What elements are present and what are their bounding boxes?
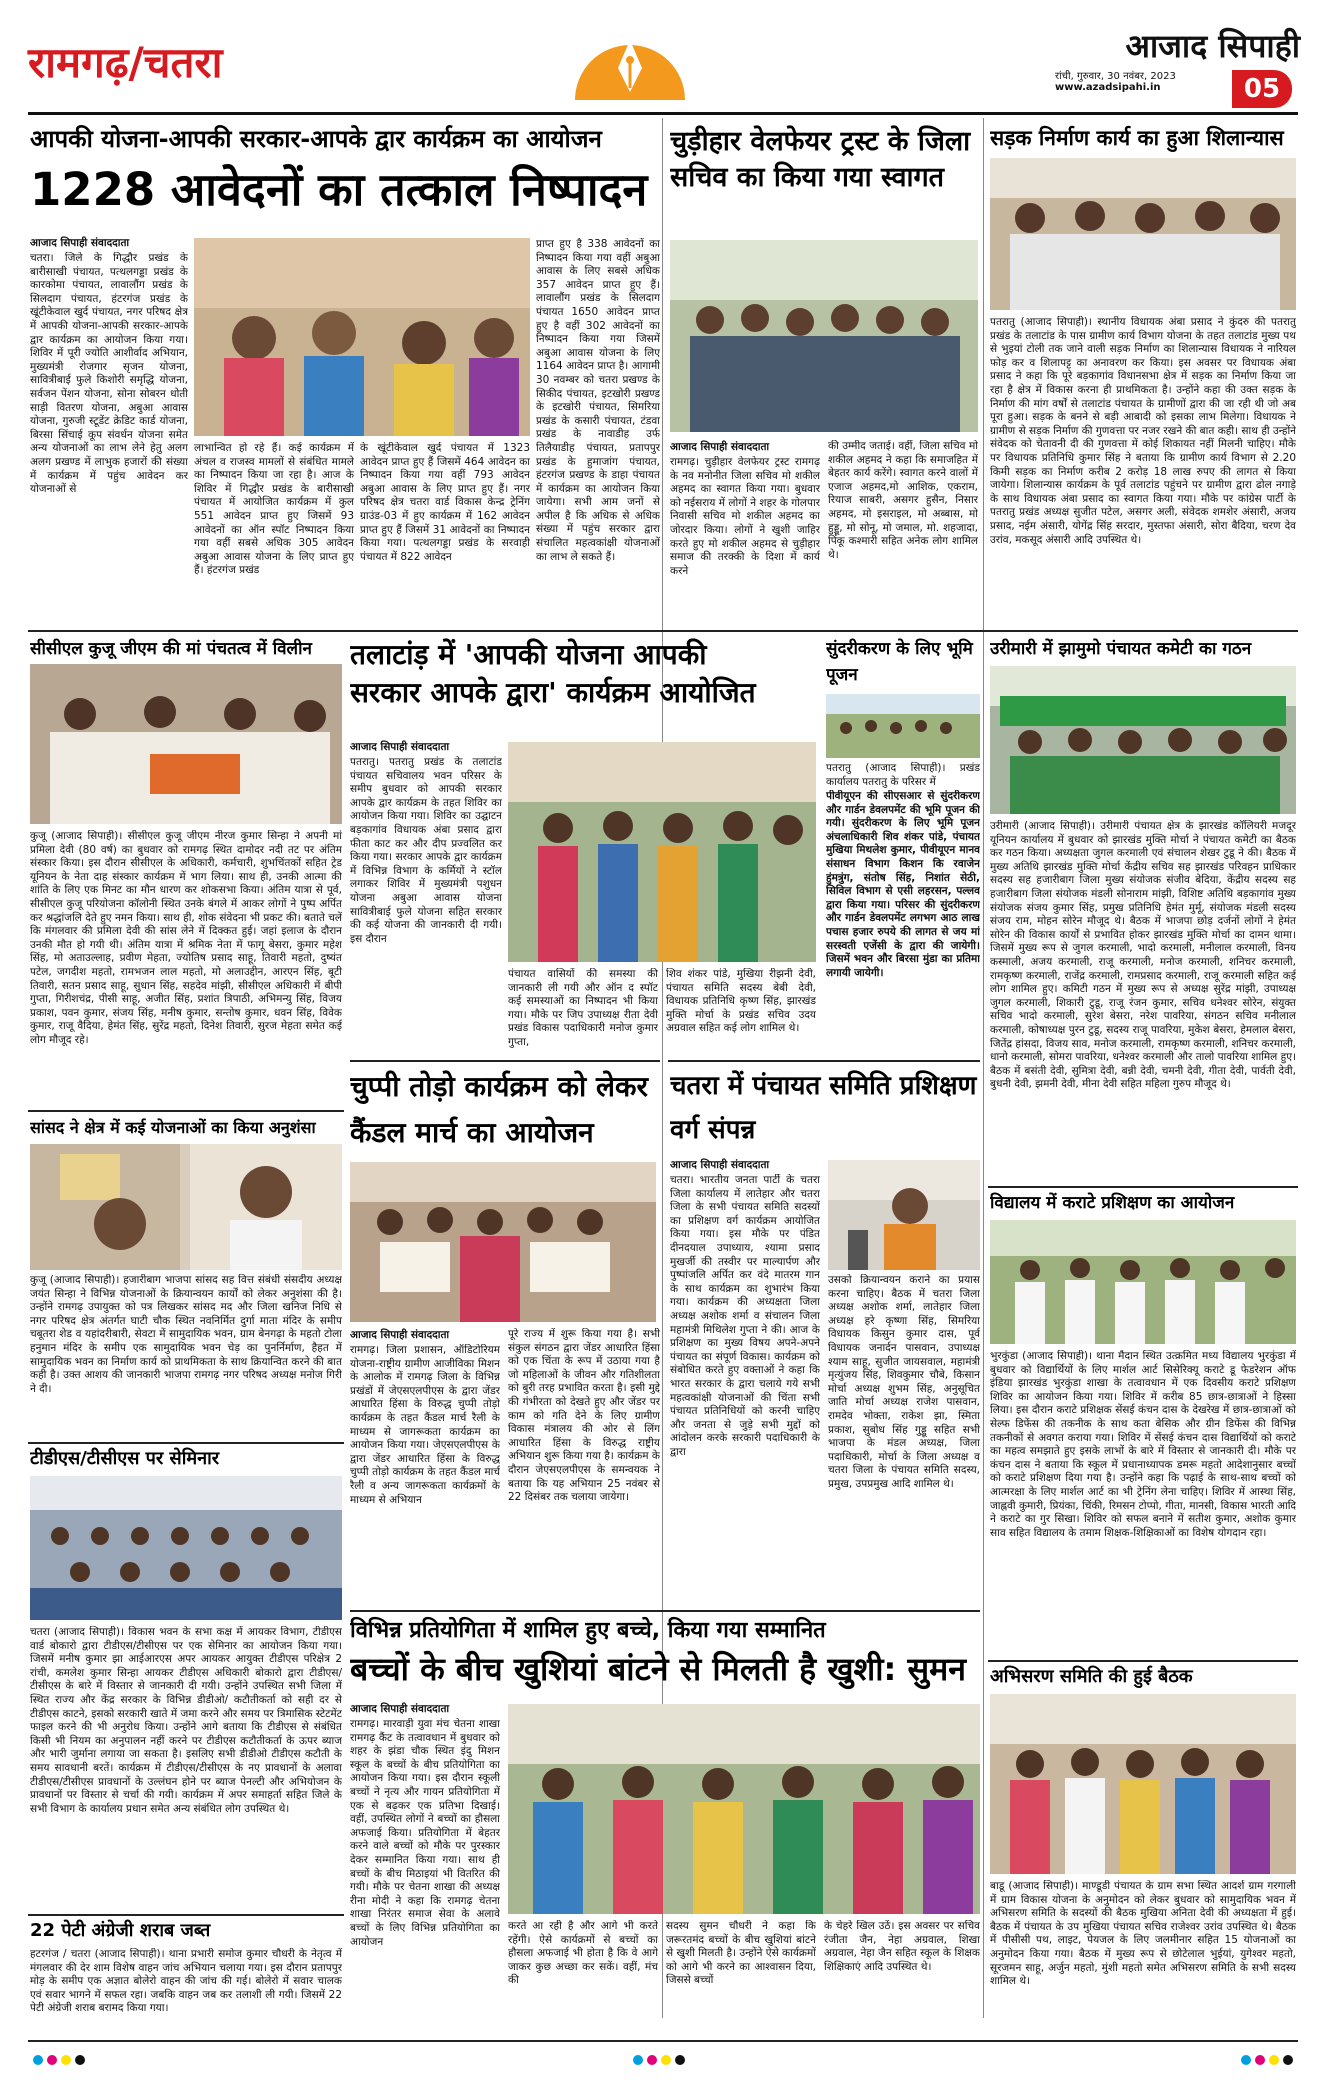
- a3-photo: [990, 158, 1296, 310]
- a12-photo: [30, 1476, 342, 1620]
- a9-headline: चुप्पी तोड़ो कार्यक्रम को लेकर कैंडल मार्च का आयोजन: [350, 1070, 648, 1149]
- row-rule: [350, 1610, 980, 1612]
- a13-kicker: विभिन्न प्रतियोगिता में शामिल हुए बच्चे, किया गया सम्मानित: [350, 1618, 826, 1643]
- a5-headline: तलाटांड़ में 'आपकी योजना आपकी सरकार आपके द्वारा' कार्यक्रम आयोजित: [350, 638, 756, 709]
- a15-body: बाडू (आजाद सिपाही)। माण्डूडी पंचायत के ग्राम सभा स्थित आदर्श ग्राम गरगाली में ग्राम विकास योजना के अनुमोदन को लेकर बुधवार को सामुदायिक भवन में अभिसरण समिति के सदस्यों की बैठक मुखिया अनिता देवी की अध्यक्षता में हुई। बैठक में पंचायत के उप मुखिया पंचायत सचिव राजेश्वर उरांव उपस्थित थे। बैठक में पीसीसी पथ, लाइट, पेयजल के लिए जलमीनार सहित 15 योजनाओं का अनुमोदन किया गया। बैठक में मुख्य रूप से छोटेलाल भुईयां, युगेश्वर महतो, सूरजमन साहू, अर्जुन महतो, मुंशी महतो समेत अभिसरण समिति के सभी सदस्य शामिल थे।: [990, 1880, 1296, 1988]
- a6-photo: [826, 694, 980, 758]
- a1-column-4: प्राप्त हुए है 338 आवेदनों का निष्पादन किया गया वहीं अबुआ आवास के लिए सबसे अधिक 357 आवेदन प्राप्त हुए हैं। लावालौंग प्रखंड के सिलदाग पंचायत 1650 आवेदन प्राप्त हुए है वहीं 302 आवेदनों का निष्पादन किया गया जिसमें अबुआ आवास योजना के लिए 1164 आवेदन प्राप्त है। आगामी 30 नवम्बर को चतरा प्रखण्ड के सिकीद पंचायत, इटखोरी प्रखण्ड के इटखोरी पंचायत, सिमरिया प्रखंड के कसारी पंचायत, टंडवा प्रखंड के नावाडीह उर्फ तिलैयाडीह पंचायत, प्रतापपुर प्रखंड के हुमाजांग पंचायत, हंटरगंज प्रखण्ड के डाहा पंचायत में कार्यक्रम का आयोजन किया जायेगा। सभी आम जनों से अपील है कि अधिक से अधिक संख्या में पहुंच सरकार द्वारा संचालित महत्वकांक्षी योजनाओं का लाभ ले सकते हैं।: [536, 238, 660, 563]
- a15-photo: [990, 1694, 1296, 1874]
- a13-column-1: रामगढ़। मारवाड़ी युवा मंच चेतना शाखा रामगढ़ कैंट के तत्वावधान में बुधवार को शहर के झंडा चौक स्थित इंदु मिशन स्कूल के बच्चों के बीच प्रतियोगिता का आयोजन किया गया। इस दौरान स्कूली बच्चों ने नृत्य और गायन प्रतियोगिता में एक से बढ़कर एक प्रतिभा दिखाई। वहीं, उपस्थित लोगों ने बच्चों का हौसला अफजाई किया। प्रतियोगिता में बेहतर करने वाले बच्चों को मौके पर पुरस्कार देकर सम्मानित किया गया। साथ ही बच्चों के बीच मिठाइयां भी वितरित की गयी। मौके पर चेतना शाखा की अध्यक्ष रीना मोदी ने कहा कि रामगढ़ चेतना शाखा निरंतर समाज सेवा के अलावे बच्चों के लिए विभिन्न प्रतियोगिता का आयोजन: [350, 1718, 500, 1948]
- registration-marks: [28, 2050, 1298, 2070]
- a13-column-2: करते आ रही है और आगे भी करते रहेंगी। ऐसे कार्यक्रमों से बच्चों का हौसला अफजाई भी होता है कि वे आगे जाकर कुछ अच्छा कर सकें। वहीं, मंच की: [508, 1920, 658, 1987]
- a9-column-2: पूरे राज्य में शुरू किया गया है। सभी संकुल संगठन द्वारा जेंडर आधारित हिंसा को एक चिंता के रूप में उठाया गया है जो महिलाओं के जीवन और गतिशीलता को बुरी तरह प्रभावित करता है। इसी मुद्दे की गंभीरता को देखते हुए और जेंडर पर काम को गति देने के लिए ग्रामीण विकास मंत्रालय की ओर से लिंग आधारित हिंसा के विरुद्ध राष्ट्रीय अभियान शुरू किया गया है। कार्यक्रम के दौरान जेएसएलपीएस के समन्वयक ने बताया कि यह अभियान 25 नवंबर से 22 दिसंबर तक चलाया जायेगा।: [508, 1328, 660, 1504]
- a10-photo: [828, 1160, 980, 1270]
- a4-headline: सीसीएल कुजू जीएम की मां पंचतत्व में विलीन: [30, 639, 312, 659]
- a5-column-3: शिव शंकर पांडे, मुखिया रीझनी देवी, पंचायत समिति सदस्य बेबी देवी, विधायक प्रतिनिधि कृष्ण सिंह, झारखंड मुक्ति मोर्चा के प्रखंड सचिव उदय अग्रवाल सहित कई लोग शामिल थे।: [666, 968, 816, 1035]
- a7-headline: उरीमारी में झामुमो पंचायत कमेटी का गठन: [990, 639, 1252, 659]
- a4-photo: [30, 664, 342, 824]
- row-rule: [988, 1660, 1298, 1662]
- a7-photo: [990, 666, 1296, 814]
- a12-headline: टीडीएस/टीसीएस पर सेमिनार: [30, 1448, 220, 1469]
- a13-column-3: सदस्य सुमन चौधरी ने कहा कि जरूरतमंद बच्चों के बीच खुशियां बांटने से खुशी मिलती है। उन्होंने ऐसे कार्यक्रमों को आगे भी करने का आश्वासन दिया, जिससे बच्चों: [666, 1920, 816, 1987]
- dateline: रांची, गुरुवार, 30 नवंबर, 2023: [1055, 71, 1176, 82]
- row-rule: [668, 1060, 980, 1062]
- a9-column-1: रामगढ़। जिला प्रशासन, ऑडिटोरियम योजना-राष्ट्रीय ग्रामीण आजीविका मिशन के आलोक में रामगढ़ जिला के विभिन्न प्रखंडों में जेएसएलपीएस के द्वारा जेंडर आधारित हिंसा के विरुद्ध चुप्पी तोड़ो कार्यक्रम के तहत कैंडल मार्च रैली के माध्यम से जागरूकता कार्यक्रम का आयोजन किया गया। जेएसएलपीएस के द्वारा जेंडर आधारित हिंसा के विरुद्ध चुप्पी तोड़ो कार्यक्रम के तहत कैंडल मार्च रैली व अन्य जागरूकता कार्यक्रमों के माध्यम से अभियान: [350, 1344, 500, 1506]
- a10-headline: चतरा में पंचायत समिति प्रशिक्षण वर्ग संपन्न: [670, 1071, 977, 1145]
- column-divider: [983, 118, 984, 2018]
- section-title: रामगढ़/चतरा: [28, 38, 223, 87]
- a3-body: पतरातु (आजाद सिपाही)। स्थानीय विधायक अंबा प्रसाद ने कुंदरु की पतरातु प्रखंड के तलाटांड के पास ग्रामीण कार्य विभाग योजना के तहत तलाटांड मुख्य पथ से भुइयां टोली तक जाने वाली सड़क निर्माण का शिलान्यास विधायक ने नारियल फोड़ कर व शिलापट्ट का अनावरण कर किया। इस अवसर पर विधायक अंबा प्रसाद ने कहा कि पूरे बड़कागांव विधानसभा क्षेत्र में सड़क का निर्माण किया जा रहा है क्षेत्र में विकास करना ही प्राथमिकता है। उन्होंने कहा की उक्त सड़क के निर्माण की मांग वर्षों से तलाटांड पंचायत के ग्रामीणों द्वारा की जा रही थी जो अब पूरा हुआ। सड़क के बनने से बड़ी आबादी को इसका लाभ मिलेगा। विधायक ने ग्रामीण से सड़क निर्माण की गुणवत्ता पर नजर रखने की बात कही। साथ ही उन्होंने संवेदक को चेतावनी दी की गुणवत्ता में कोई शिकायत नहीं मिलनी चाहिए। मौके पर विधायक प्रतिनिधि कुमार सिंह ने बताया कि ग्रामीण कार्य विभाग से 2.20 किमी सड़क का निर्माण करीब 2 करोड़ 18 लाख रुपए की लागत से किया जायेगा। शिलान्यास कार्यक्रम के पूर्व तलाटांड पहुंचने पर ग्रामीण द्वारा ढोल नगाड़े के साथ विधायक अंबा प्रसाद का स्वागत किया गया। मौके पर कांग्रेस पार्टी के पतरातु प्रखंड अध्यक्ष सुजीत पटेल, असगर अली, संवेदक शमशेर अंसारी, अजय प्रसाद, नईम अंसारी, योगेंद्र सिंह सरदार, मुस्तफा अंसारी, सोरा बैदिया, चरण देव उरांव, मकसूद अंसारी आदि उपस्थित थे।: [990, 316, 1296, 546]
- a9-byline: आजाद सिपाही संवाददाता: [350, 1329, 450, 1341]
- a11-photo: [990, 1220, 1296, 1344]
- a1-column-3: के खूंटीकेवाल खुर्द पंचायत में 1323 आवेदन प्राप्त हुए हैं जिसमें 464 आवेदन का निष्पादन किया गया वहीं 793 आवेदन अबुआ आवास के लिए प्राप्त हुए हैं। नगर परिषद क्षेत्र चतरा वार्ड विकास केन्द्र ट्रेनिंग ग्राउंड-03 में हुए कार्यक्रम में 162 आवेदन प्राप्त हुए हैं जिसमें 31 आवेदनों का निष्पादन किया गया। पत्थलगड्डा प्रखंड के सरवाही पंचायत में 822 आवेदन: [360, 442, 530, 563]
- a5-column-1: पतरातु। पतरातु प्रखंड के तलाटांड पंचायत सचिवालय भवन परिसर के समीप बुधवार को आपकी सरकार आपके द्वार कार्यक्रम के तहत शिविर का आयोजन किया गया। शिविर का उद्घाटन बड़कागांव विधायक अंबा प्रसाद द्वारा फीता काट कर और दीप प्रज्वलित कर किया गया। सरकार आपके द्वार कार्यक्रम में विभिन्न विभाग के कर्मियों ने स्टॉल लगाकर शिविर में मुख्यमंत्री पशुधन योजना अबुआ आवास योजना सावित्रीबाई फुले योजना सहित सरकार की कई योजना की जानकारी दी गयी। इस दौरान: [350, 756, 502, 945]
- a1-byline: आजाद सिपाही संवाददाता: [30, 237, 130, 249]
- a13-headline: बच्चों के बीच खुशियां बांटने से मिलती है खुशी: सुमन: [350, 1650, 967, 1688]
- row-rule: [28, 1110, 344, 1112]
- page-number-badge: 05: [1232, 70, 1292, 108]
- a1-headline: 1228 आवेदनों का तत्काल निष्पादन: [30, 163, 648, 216]
- a13-byline: आजाद सिपाही संवाददाता: [350, 1703, 450, 1715]
- a5-byline: आजाद सिपाही संवाददाता: [350, 741, 450, 753]
- a9-photo: [350, 1162, 656, 1322]
- a2-column-1: रामगढ़। चुड़ीहार वेलफेयर ट्रस्ट रामगढ़ के नव मनोनीत जिला सचिव मो शकील अहमद का स्वागत किया गया। बुधवार को नईसराय में लोगों ने शहर के गोलपार निवासी सचिव मो शकील अहमद का जोरदार किया। लोगों ने खुशी जाहिर करते हुए मो शकील अहमद से चुड़ीहार समाज की तरक्की के दिशा में कार्य करने: [670, 456, 820, 577]
- a3-headline: सड़क निर्माण कार्य का हुआ शिलान्यास: [990, 126, 1284, 150]
- masthead-rule: [28, 112, 1298, 115]
- website: www.azadsipahi.in: [1055, 82, 1161, 93]
- a10-column-2: उसको क्रियान्वयन कराने का प्रयास करना चाहिए। बैठक में चतरा जिला अध्यक्ष अशोक शर्मा, लातेहार जिला अध्यक्ष हरे कृष्णा सिंह, सिमरिया विधायक किसुन कुमार दास, पूर्व विधायक जनार्दन पासवान, उपाध्यक्ष श्याम साहू, सुजीत जायसवाल, महामंत्री मृत्युंजय सिंह, शिवकुमार चौबे, किसान मोर्चा अध्यक्ष शुभम सिंह, अनुसूचित जाति मोर्चा अध्यक्ष राजेश पासवान, रामदेव भोक्ता, राकेश झा, स्मिता प्रकाश, सुबोध सिंह गुड्डू सहित सभी भाजपा के मंडल अध्यक्ष, जिला पदाधिकारी, मोर्चा के जिला अध्यक्ष व चतरा जिला के पंचायत समिति सदस्य, प्रमुख, उपप्रमुख आदि शामिल थे।: [828, 1274, 980, 1490]
- a2-column-2: की उम्मीद जताई। वहीं, जिला सचिव मो शकील अहमद ने कहा कि समाजहित में बेहतर कार्य करेंगे। स्वागत करने वालों में एजाज अहमद,मो आशिक, एकराम, रियाज साबरी, असगर हुसैन, निसार अहमद, मो इसराइल, मो अब्बास, मो हुड्डू, मो सोनू, मो जमाल, मो. शहजादा, पिंकू कश्मारी सहित अनेक लोग शामिल थे।: [828, 440, 978, 561]
- a13-photo: [508, 1704, 980, 1914]
- a2-photo: [670, 240, 978, 432]
- a6-headline: सुंदरीकरण के लिए भूमि पूजन: [826, 639, 973, 685]
- a13-column-4: के चेहरे खिल उठें। इस अवसर पर सचिव रंजीता जैन, नेहा अग्रवाल, शिखा अग्रवाल, नेहा जैन सहित स्कूल के शिक्षक शिक्षिकाएं आदि उपस्थित थे।: [824, 1920, 980, 1973]
- a11-headline: विद्यालय में कराटे प्रशिक्षण का आयोजन: [990, 1193, 1235, 1213]
- a6-bold: पीवीयूएन की सीएसआर से सुंदरीकरण और गार्डन डेवलपमेंट की भूमि पूजन की गयी। सुंदरीकरण के लिए भूमि पूजन अंचलाधिकारी शिव शंकर पांडे, पंचायत मुखिया मिथलेश कुमार, पीवीयूएन मानव संसाधन विभाग किशन कि रवाजेन हुंमत्रुंग, संतोष सिंह, निशांत सेठी, सिविल विभाग से एसी लहरसन, पल्लव द्वारा किया गया। परिसर की सुंदरीकरण और गार्डन डेवलपमेंट लगभग आठ लाख पचास हजार रुपये की लागत से जय मां सरस्वती एजेंसी के द्वारा की जायेगी। जिसमें भवन और बिरसा मुंडा का प्रतिमा लगायी जायेगी।: [826, 790, 980, 979]
- row-rule: [28, 1442, 344, 1444]
- a2-headline: चुड़ीहार वेलफेयर ट्रस्ट के जिला सचिव का किया गया स्वागत: [670, 126, 971, 194]
- a7-body: उरीमारी (आजाद सिपाही)। उरीमारी पंचायत क्षेत्र के झारखंड कॉलियरी मजदूर यूनियन कार्यालय में बुधवार को झारखंड मुक्ति मोर्चा ने पंचायत कमेटी का बैठक कर गठन किया। अध्यक्षता जुगल करमाली एवं संचालन शेखर टुडू ने की। बैठक में मुख्य अतिथि झारखंड मुक्ति मोर्चा केंद्रीय सचिव सह झारखंड परिवहन प्राधिकार सदस्य सह हजारीबाग जिला मुख्य संयोजक संजीव बेदिया, केंद्रीय सदस्य सह हजारीबाग जिला संयोजक मंडली सोनाराम मांझी, विशिष्ट अतिथि बड़कागांव मुख्य संयोजक संजय कुमार सिंह, प्रमुख प्रतिनिधि हेमंत मुर्मू, संयोजक मंडली सदस्य संजय राम, मोहन सोरेन मौजूद थे। बैठक में भाजपा छोड़ दर्जनों लोगों ने हेमंत सोरेन की विकास कार्यों से प्रभावित होकर झारखंड मुक्ति मोर्चा का दामन थामा। जिसमें मुख्य रूप से जुगल करमाली, भादो करमाली, मनीलाल करमाली, विनय कस्माली, अजय करमाली, राजू करमाली, मनोज करमाली, शनिचर करमाली, रामकृष्ण करमाली, राजेंद्र करमाली, रामप्रसाद करमाली, राजू करमाली सहित कई लोग शामिल हुए। कमिटी गठन में मुख्य रूप से अध्यक्ष सुरेंद्र मांझी, उपाध्यक्ष जुगल करमाली, शिकारी टुडू, राजू रंजन कुमार, सचिव धनेश्वर सोरेन, संयुक्त सचिव भादो करमाली, सुरेश बेसरा, नरेश पावरिया, संगठन सचिव मनीलाल करमाली, कोषाध्यक्ष पुरन टुडू, सदस्य राजू पावरिया, मुकेश बेसरा, हेमलाल बेसरा, जितेंद्र हांसदा, विजय साव, मनोज करमाली, रामकृष्ण करमाली, शनिचर करमाली, धानो करमाली, सोमरा पावरिया, धनेश्वर करमाली और तालो पावरिया शामिल हुए। बैठक में बसंती देवी, सुमित्रा देवी, बन्नी देवी, चमनी देवी, गीता देवी, पार्वती देवी, बुधनी देवी, झमनी देवी, मीना देवी सहित महिला गुरुप मौजूद थे।: [990, 820, 1296, 1091]
- a12-body: चतरा (आजाद सिपाही)। विकास भवन के सभा कक्ष में आयकर विभाग, टीडीएस वार्ड बोकारो द्वारा टीडीएस/टीसीएस पर एक सेमिनार का आयोजन किया गया। जिसमें मनीष कुमार झा आईआरएस अपर आयकर आयुक्त टीडीएस परिक्षेत्र 2 रांची, कमलेश कुमार सिन्हा आयकर टीडीएस अधिकारी बोकारो द्वारा टीडीएस/टीसीएस के बारे में विस्तार से जानकारी दी गयी। उन्होंने उपस्थित सभी जिला में स्थित राज्य और केंद्र सरकार के विभिन्न डीडीओ/ कटौतीकर्ता को सही दर से टीडीएस काटने, इसको सरकारी खाते में जमा करने और समय पर त्रिमासिक स्टेटमेंट फाइल करने की भी अनुरोध किया। उन्होंने आगे बताया कि टीडीएस से संबंधित किसी भी नियम का अनुपालन नहीं करने पर टीडीएस कटौतीकर्ता के ऊपर ब्याज और भारी जुर्माना लगाया जा सकता है। इसलिए सभी डीडीओ टीडीएस कटौती के समय सावधानी बरतें। कार्यक्रम में टीडीएस/टीसीएस के नए प्रावधानों के अलावा टीडीएस/टीसीएस प्रावधानों के उल्लंघन होने पर ब्याज पेनल्टी और अभियोजन के प्रावधानों पर विस्तार से चर्चा की गयी। कार्यक्रम में अपर समाहर्ता सहित जिले के सभी विभाग के कार्यालय प्रधान समेत अन्य संबंधित लोग उपस्थित थे।: [30, 1626, 342, 1815]
- a11-body: भुरकुंडा (आजाद सिपाही)। थाना मैदान स्थित उत्क्रमित मध्य विद्यालय भुरकुंडा में बुधवार को विद्यार्थियों के लिए मार्शल आर्ट सिसेरिक्यू कराटे डू फेडरेशन ऑफ इंडिया झारखंड भुरकुंडा शाखा के तत्वावधान में एक दिवसीय कराटे प्रशिक्षण शिविर का आयोजन किया गया। शिविर में करीब 85 छात्र-छात्राओं ने हिस्सा लिया। इस दौरान कराटे प्रशिक्षक सेंसई कंचन दास के देखरेख में छात्र-छात्राओं को सेल्फ डिफेंस की तकनीक के साथ कता बेसिक और ग्रीन डिफेंस की विभिन्न तकनीकों से अवगत कराया गया। शिविर में सेंसई कंचन दास विद्यार्थियों को कराटे का महत्व समझाते हुए इसके लाभों के बारे में विस्तार से जानकारी दी। मौके पर कंचन दास ने बताया कि स्कूल में प्रधानाध्यापक डमरू महतो आदेशानुसार बच्चों को कराटे प्रशिक्षण दिया गया है। उन्होंने कहा कि पढ़ाई के साथ-साथ बच्चों को आत्मरक्षा के लिए मार्शल आर्ट का भी ट्रेनिंग लेना चाहिए। शिविर में आस्था सिंह, जाह्नवी कुमारी, प्रियंका, चिंकी, रिमसन टोप्पो, गीता, मानसी, विकास भारती आदि ने कराटे का गुर सिखा। शिविर को सफल बनाने में सतीश कुमार, अशोक कुमार साव सहित विद्यालय के तमाम शिक्षक-शिक्षिकाओं का विशेष योगदान रहा।: [990, 1350, 1296, 1539]
- a6-lead: पतरातु (आजाद सिपाही)। प्रखंड कार्यालय पतरातु के परिसर में: [826, 762, 980, 788]
- a8-body: कुजू (आजाद सिपाही)। हजारीबाग भाजपा सांसद सह वित्त संबंधी संसदीय अध्यक्ष जयंत सिन्हा ने विभिन्न योजनाओं के क्रियान्वयन कार्यों को लेकर अनुशंसा की है। उन्होंने रामगढ़ उपायुक्त को पत्र लिखकर सांसद मद और जिला खनिज निधि से नगर परिषद क्षेत्र अंतर्गत घाटी चौक स्थित नवनिर्मित दुर्गा माता मंदिर के समीप चबूतरा शेड व यहांदरीबारी, सेवटा में सामुदायिक भवन, ग्राम बेनगढ़ा के महतो टोला हनुमान मंदिर के समीप एक सामुदायिक भवन चेड़ का पुनर्निर्माण, हैहत में सामुदायिक भवन का निर्माण कार्य को प्राथमिकता के साथ क्रियान्वित करने की बात कही है। उक्त आशय की जानकारी भाजपा रामगढ़ नगर परिषद अध्यक्ष मनोज गिरी ने दी।: [30, 1274, 342, 1395]
- a1-kicker: आपकी योजना-आपकी सरकार-आपके द्वार कार्यक्रम का आयोजन: [30, 125, 602, 153]
- a10-column-1: चतरा। भारतीय जनता पार्टी के चतरा जिला कार्यालय में लातेहार और चतरा जिला के सभी पंचायत समिति सदस्यों का प्रशिक्षण वर्ग कार्यक्रम आयोजित किया गया। इस मौके पर पंडित दीनदयाल उपाध्याय, श्यामा प्रसाद मुखर्जी की तस्वीर पर माल्यार्पण और पुष्पांजलि अर्पित कर वंदे मातरम गान के साथ कार्यक्रम का शुभारंभ किया गया। कार्यक्रम की अध्यक्षता जिला अध्यक्ष अशोक शर्मा व संचालन जिला महामंत्री मिथिलेश गुप्ता ने की। आज के प्रशिक्षण का मुख्य विषय अपने-अपने पंचायत का संपूर्ण विकास। कार्यक्रम को संबोधित करते हुए वक्ताओं ने कहा कि भारत सरकार के द्वारा चलाये गये सभी महत्वकांक्षी योजनाओं की चिंता सभी पंचायत प्रतिनिधियों को करनी चाहिए और जनता से जुड़े सभी मुद्दों को आंदोलन करके सरकारी पदाधिकारी के द्वारा: [670, 1174, 820, 1458]
- a8-photo: [30, 1144, 342, 1270]
- paper-name: आजाद सिपाही: [1125, 27, 1300, 65]
- a4-body: कुजू (आजाद सिपाही)। सीसीएल कुजू जीएम नीरज कुमार सिन्हा ने अपनी मां प्रमिला देवी (80 वर्ष) का बुधवार को रामगढ़ स्थित दामोदर नदी तट पर अंतिम संस्कार किया। इस दौरान सीसीएल के अधिकारी, कर्मचारी, शुभचिंतकों सहित ट्रेड यूनियन के नेता दाह संस्कार कार्यक्रम में भाग लिया। साथ ही, उनकी आत्मा की शांति के लिए एक मिनट का मौन धारण कर शोकसभा किया। अंतिम यात्रा से पूर्व, सीसीएल कुजू परियोजना कॉलोनी स्थित उनके बंगले में आकर लोगों ने पुष्प अर्पित कर श्रद्धांजलि देते हुए नमन किया। साथ ही, शोक संवेदना भी प्रकट की। बताते चलें कि मंगलवार की प्रमिला देवी की सांस लेने में दिक्कत हुई। जहां इलाज के दौरान उनकी मौत हो गयी थी। अंतिम यात्रा में श्रमिक नेता में फागू बेसरा, कुमार महेश सिंह, मो अताउल्लाह, प्रवीण मेहता, ज्योतिष प्रसाद साहू, तिवारी महतो, दुष्यंत पटेल, जगदीश महतो, रामभजन लाल महतो, मो अलाउद्दीन, आरएन सिंह, बूटी तिवारी, सतन प्रसाद साहू, सुधान सिंह, सहदेव मांझी, सीसीएल अधिकारी में बीपी गुप्ता, गिरीशचंद्र, पीसी साहू, अजीत सिंह, प्रशांत त्रिपाठी, अभिमन्यु सिंह, विजय प्रकाश, पवन कुमार, संजय सिंह, मनीष कुमार, सन्तोष कुमार, धवन सिंह, विवेक कुमार, राजू वैदिया, हेमंत सिंह, सुरेंद्र महतो, दिनेश तिवारी, सुरज मेहता समेत कई लोग मौजूद रहे।: [30, 830, 342, 1046]
- a1-photo: [194, 238, 530, 436]
- row-rule: [350, 1060, 660, 1062]
- a5-column-2: पंचायत वासियों की समस्या की जानकारी ली गयी और ऑन द स्पॉट कई समस्याओं का निष्पादन भी किया गया। मौके पर जिप उपाध्यक्ष रीता देवी प्रखंड विकास पदाधिकारी मनोज कुमार गुप्ता,: [508, 968, 658, 1048]
- row-rule: [28, 1914, 344, 1916]
- a1-column-2: लाभान्वित हो रहे हैं। कई कार्यक्रम में अंचल व राजस्व मामलों से संबंधित मामले का निष्पादन किया जा रहा है। आज के शिविर में गिद्धौर प्रखंड के बारीसाखी पंचायत में आयोजित कार्यक्रम में कुल 551 आवेदन प्राप्त हुए जिसमें 93 आवेदनों का ऑन स्पॉट निष्पादन किया गया वहीं सबसे अधिक 305 आवेदन अबुआ आवास योजना के लिए प्राप्त हुए हैं। हंटरगंज प्रखंड: [194, 442, 354, 577]
- a14-body: हटरगंज / चतरा (आजाद सिपाही)। थाना प्रभारी समोज कुमार चौधरी के नेतृत्व में मंगलवार की देर शाम विशेष वाहन जांच अभियान चलाया गया। इस दौरान प्रतापपुर मोड़ के समीप एक अज्ञात बोलेरो वाहन की जांच की गई। बोलेरो में सवार चालक एवं सवार भागने में सफल रहा। जबकि वाहन जब कर तलाशी ली गयी। जिसमें 22 पेटी अंग्रेजी शराब बरामद किया गया।: [30, 1948, 342, 2015]
- a15-headline: अभिसरण समिति की हुई बैठक: [990, 1666, 1193, 1687]
- row-rule: [988, 1186, 1298, 1188]
- footer-rule: [28, 2040, 1298, 2042]
- a1-column-1: चतरा। जिले के गिद्धौर प्रखंड के बारीसाखी पंचायत, पत्थलगड्डा प्रखंड के कारकोमा पंचायत, लावालौंग प्रखंड के सिलदाग पंचायत, हंटरगंज प्रखंड के खूंटीकेवाल खुर्द पंचायत, नगर परिषद क्षेत्र में आपकी योजना-आपकी सरकार-आपके द्वार कार्यक्रम का आयोजन किया गया। शिविर में पूरी ज्योति आशीर्वाद अभियान, मुख्यमंत्री रोजगार सृजन योजना, सावित्रीबाई फुले किशोरी समृद्धि योजना, सर्वजन पेंशन योजना, सोना सोबरन धोती साड़ी वितरण योजना, अबुआ आवास योजना, गुरुजी स्टूडेंट क्रेडिट कार्ड योजना, बिरसा सिंचाई कूप संवर्धन योजना समेत अन्य योजनाओं का लाभ लेने हेतु अलग अलग प्रखण्ड में लाभुक हजारों की संख्या में कार्यक्रम में पहुंच आवेदन कर योजनाओं से: [30, 252, 188, 496]
- a8-headline: सांसद ने क्षेत्र में कई योजनाओं का किया अनुशंसा: [30, 1118, 316, 1137]
- row-rule: [28, 630, 1298, 632]
- a14-headline: 22 पेटी अंग्रेजी शराब जब्त: [30, 1920, 211, 1941]
- a5-photo: [508, 742, 816, 962]
- a10-byline: आजाद सिपाही संवाददाता: [670, 1159, 770, 1171]
- a2-byline: आजाद सिपाही संवाददाता: [670, 441, 770, 453]
- masthead-pen-emblem: [570, 30, 690, 100]
